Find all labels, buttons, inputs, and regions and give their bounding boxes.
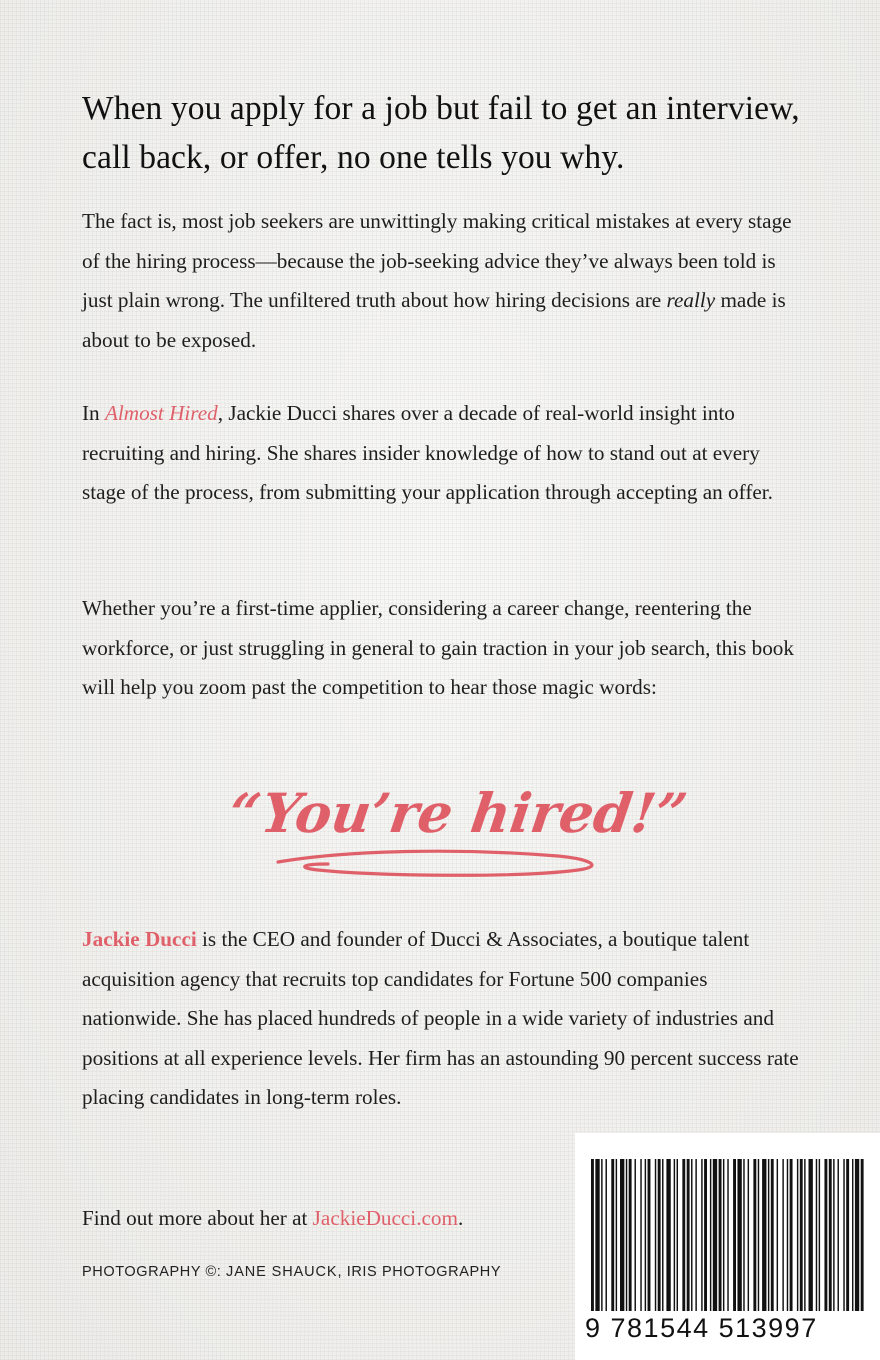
barcode-bar	[790, 1159, 793, 1311]
barcode-bar	[727, 1159, 728, 1311]
barcode-bar	[771, 1159, 774, 1311]
barcode-bar	[687, 1159, 690, 1311]
barcode-bar	[733, 1159, 736, 1311]
barcode-bar	[611, 1159, 614, 1311]
barcode-bar	[804, 1159, 805, 1311]
barcode-bar	[809, 1159, 813, 1311]
barcode-bar	[824, 1159, 827, 1311]
book-lead: In	[82, 401, 105, 425]
find-out-end: .	[457, 1206, 464, 1230]
barcode-bar	[704, 1159, 707, 1311]
barcode-bar	[616, 1159, 617, 1311]
barcode-bar	[758, 1159, 759, 1311]
barcode-bar	[662, 1159, 663, 1311]
barcode-bar	[629, 1159, 632, 1311]
photo-credit	[82, 1264, 501, 1280]
website-link[interactable]: JackieDucci.com	[312, 1206, 458, 1230]
barcode-bar	[843, 1159, 844, 1311]
book-paragraph	[82, 394, 802, 513]
headline: When you apply for a job but fail to get an interview, call back, or offer, no one tells you why.	[82, 90, 800, 176]
barcode-bar	[833, 1159, 834, 1311]
barcode-bar	[682, 1159, 685, 1311]
barcode-bar	[852, 1159, 853, 1311]
barcode-bar	[645, 1159, 646, 1311]
barcode-bar	[626, 1159, 627, 1311]
barcode-bar	[797, 1159, 798, 1311]
author-bio	[82, 920, 802, 1118]
intro-text: The fact is, most job seekers are unwittingly making critical mistakes at every stage of the hiring process—because the job-seeking advice they’ve always been told is just plain wrong. The unfiltered truth about how hiring decisions are	[82, 209, 792, 312]
book-text: , Jackie Ducci shares over a decade of real-world insight into recruiting and hiring. She shares insider knowledge of how to stand out at every stage of the process, from submitting your application through accepting an offer.	[82, 401, 773, 504]
author-name: Jackie Ducci	[82, 927, 197, 951]
intro-emphasis: really	[666, 288, 716, 312]
barcode-bar	[691, 1159, 692, 1311]
barcode-bar	[743, 1159, 744, 1311]
barcode-bar	[710, 1159, 711, 1311]
barcode-bar	[819, 1159, 820, 1311]
credit-suffix: , IRIS PHOTOGRAPHY	[337, 1264, 502, 1280]
intro-text-end: made is about to be exposed.	[82, 288, 786, 352]
barcode-bar	[601, 1159, 602, 1311]
barcode-bar	[655, 1159, 656, 1311]
barcode-bar	[777, 1159, 778, 1311]
barcode-bar	[677, 1159, 678, 1311]
barcode-bar	[635, 1159, 636, 1311]
barcode-bar	[674, 1159, 675, 1311]
author-bio-text: is the CEO and founder of Ducci & Associates, a boutique talent acquisition agency that recruits top candidates for Fortune 500 companies nationwide. She has placed hundreds of people in a wide variety of industries and positions at all experience levels. Her firm has an astounding 90 percent success rate placing candidates in long-term roles.	[82, 927, 799, 1109]
barcode-bar	[762, 1159, 766, 1311]
barcode-bar	[591, 1159, 594, 1311]
book-title: Almost Hired	[104, 401, 218, 425]
barcode-bar	[701, 1159, 702, 1311]
isbn-number: 9 781544 513997	[585, 1313, 818, 1343]
credit-photographer: JANE SHAUCK	[226, 1264, 338, 1280]
barcode-bar	[658, 1159, 661, 1311]
barcode-bar	[719, 1159, 722, 1311]
script-swash	[278, 851, 592, 875]
barcode-box	[575, 1133, 880, 1360]
barcode-bar	[838, 1159, 839, 1311]
barcode-bar	[737, 1159, 741, 1311]
barcode-bar	[695, 1159, 696, 1311]
barcode-bar	[620, 1159, 624, 1311]
barcode-bar	[768, 1159, 769, 1311]
intro-paragraph	[82, 202, 802, 360]
isbn-barcode	[591, 1159, 863, 1311]
script-quote-text: “You’re hired!”	[224, 781, 691, 845]
barcode-bar	[666, 1159, 670, 1311]
barcode-bar	[861, 1159, 864, 1311]
barcode-bar	[816, 1159, 817, 1311]
barcode-bar	[782, 1159, 783, 1311]
barcode-bar	[595, 1159, 599, 1311]
barcode-bar	[800, 1159, 803, 1311]
barcode-bar	[748, 1159, 749, 1311]
barcode-bar	[753, 1159, 756, 1311]
barcode-bar	[648, 1159, 651, 1311]
find-out-text: Find out more about her at	[82, 1206, 313, 1230]
barcode-bar	[606, 1159, 607, 1311]
youre-hired-script	[224, 770, 691, 890]
barcode-bar	[787, 1159, 788, 1311]
audience-paragraph: Whether you’re a first-time applier, considering a career change, reentering the workforce, or just struggling in general to gain traction in your job search, this book will help you zoom past the competition to hear those magic words:	[82, 596, 794, 699]
barcode-bar	[855, 1159, 859, 1311]
barcode-bar	[846, 1159, 849, 1311]
credit-prefix: PHOTOGRAPHY ©:	[82, 1264, 227, 1280]
barcode-bar	[723, 1159, 724, 1311]
barcode-bar	[713, 1159, 717, 1311]
barcode-bar	[829, 1159, 832, 1311]
barcode-bar	[640, 1159, 641, 1311]
